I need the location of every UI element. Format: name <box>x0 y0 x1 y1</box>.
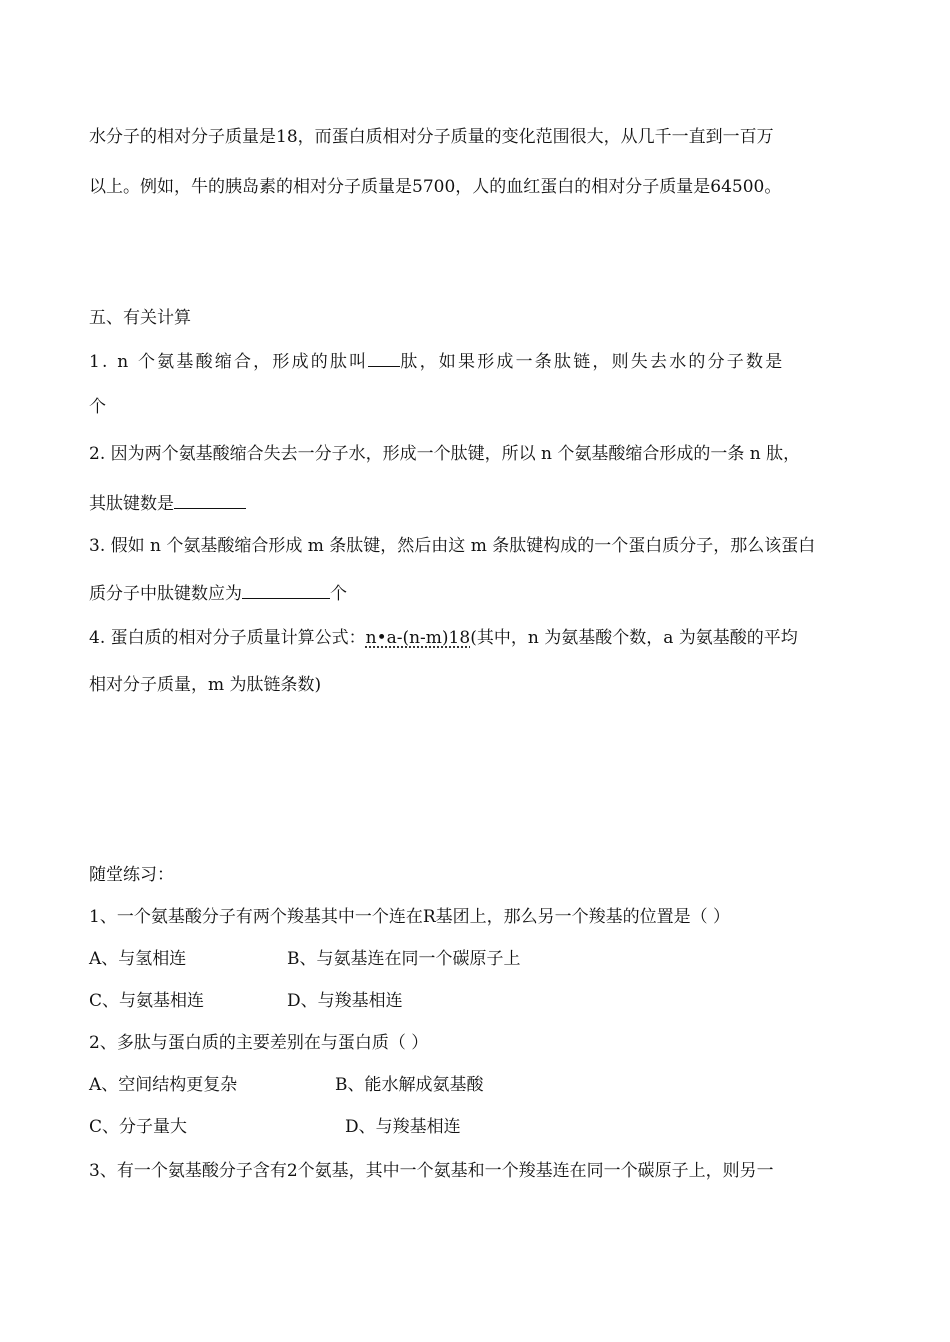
practice-heading: 随堂练习： <box>89 865 174 885</box>
q2-option-a: A、空间结构更复杂 <box>89 1075 238 1095</box>
question-3: 3、有一个氨基酸分子含有2个氨基，其中一个氨基和一个羧基连在同一个碳原子上，则另一 <box>89 1161 774 1181</box>
item-3-text-b: 质分子中肽键数应为 <box>89 584 242 604</box>
item-1-text-a: 1. n 个氨基酸缩合，形成的肽叫 <box>89 352 369 372</box>
item-4-text-b: (其中，n 为氨基酸个数，a 为氨基酸的平均 <box>470 628 798 648</box>
item-2-line-1: 2. 因为两个氨基酸缩合失去一分子水，形成一个肽键，所以 n 个氨基酸缩合形成的一条 n 肽， <box>89 444 801 464</box>
item-4-line-1 <box>89 627 798 649</box>
q2-option-b: B、能水解成氨基酸 <box>335 1075 484 1095</box>
q1-option-c: C、与氨基相连 <box>89 991 205 1011</box>
item-2-line-2 <box>89 492 246 515</box>
item-4-line-2: 相对分子质量，m 为肽链条数) <box>89 675 322 695</box>
q2-option-c: C、分子量大 <box>89 1117 188 1137</box>
intro-line-2: 以上。例如，牛的胰岛素的相对分子质量是5700，人的血红蛋白的相对分子质量是64500。 <box>89 177 782 197</box>
question-2: 2、多肽与蛋白质的主要差别在与蛋白质（ ） <box>89 1033 429 1053</box>
item-3-line-2 <box>89 582 347 605</box>
section-heading: 五、有关计算 <box>89 308 191 328</box>
item-1-text-b: 肽，如果形成一条肽链，则失去水的分子数是 <box>400 352 785 372</box>
intro-line-1: 水分子的相对分子质量是18，而蛋白质相对分子质量的变化范围很大，从几千一直到一百万 <box>89 127 774 147</box>
protein-mass-formula: n•a-(n-m)18 <box>365 628 471 648</box>
question-1: 1、一个氨基酸分子有两个羧基其中一个连在R基团上，那么另一个羧基的位置是（ ） <box>89 907 731 927</box>
fill-blank <box>242 582 330 599</box>
item-1-line-1 <box>89 350 784 373</box>
fill-blank <box>174 492 246 509</box>
item-1-line-2: 个 <box>89 397 106 417</box>
q1-option-d: D、与羧基相连 <box>287 991 403 1011</box>
q1-option-b: B、与氨基连在同一个碳原子上 <box>287 949 521 969</box>
item-3-text-c: 个 <box>330 584 347 604</box>
item-2-text-b: 其肽键数是 <box>89 494 174 514</box>
q2-option-d: D、与羧基相连 <box>345 1117 461 1137</box>
item-3-line-1: 3. 假如 n 个氨基酸缩合形成 m 条肽键，然后由这 m 条肽键构成的一个蛋白质分子，那么该蛋白 <box>89 536 816 556</box>
item-4-text-a: 4. 蛋白质的相对分子质量计算公式： <box>89 628 366 648</box>
q1-option-a: A、与氢相连 <box>89 949 187 969</box>
fill-blank <box>368 350 400 367</box>
